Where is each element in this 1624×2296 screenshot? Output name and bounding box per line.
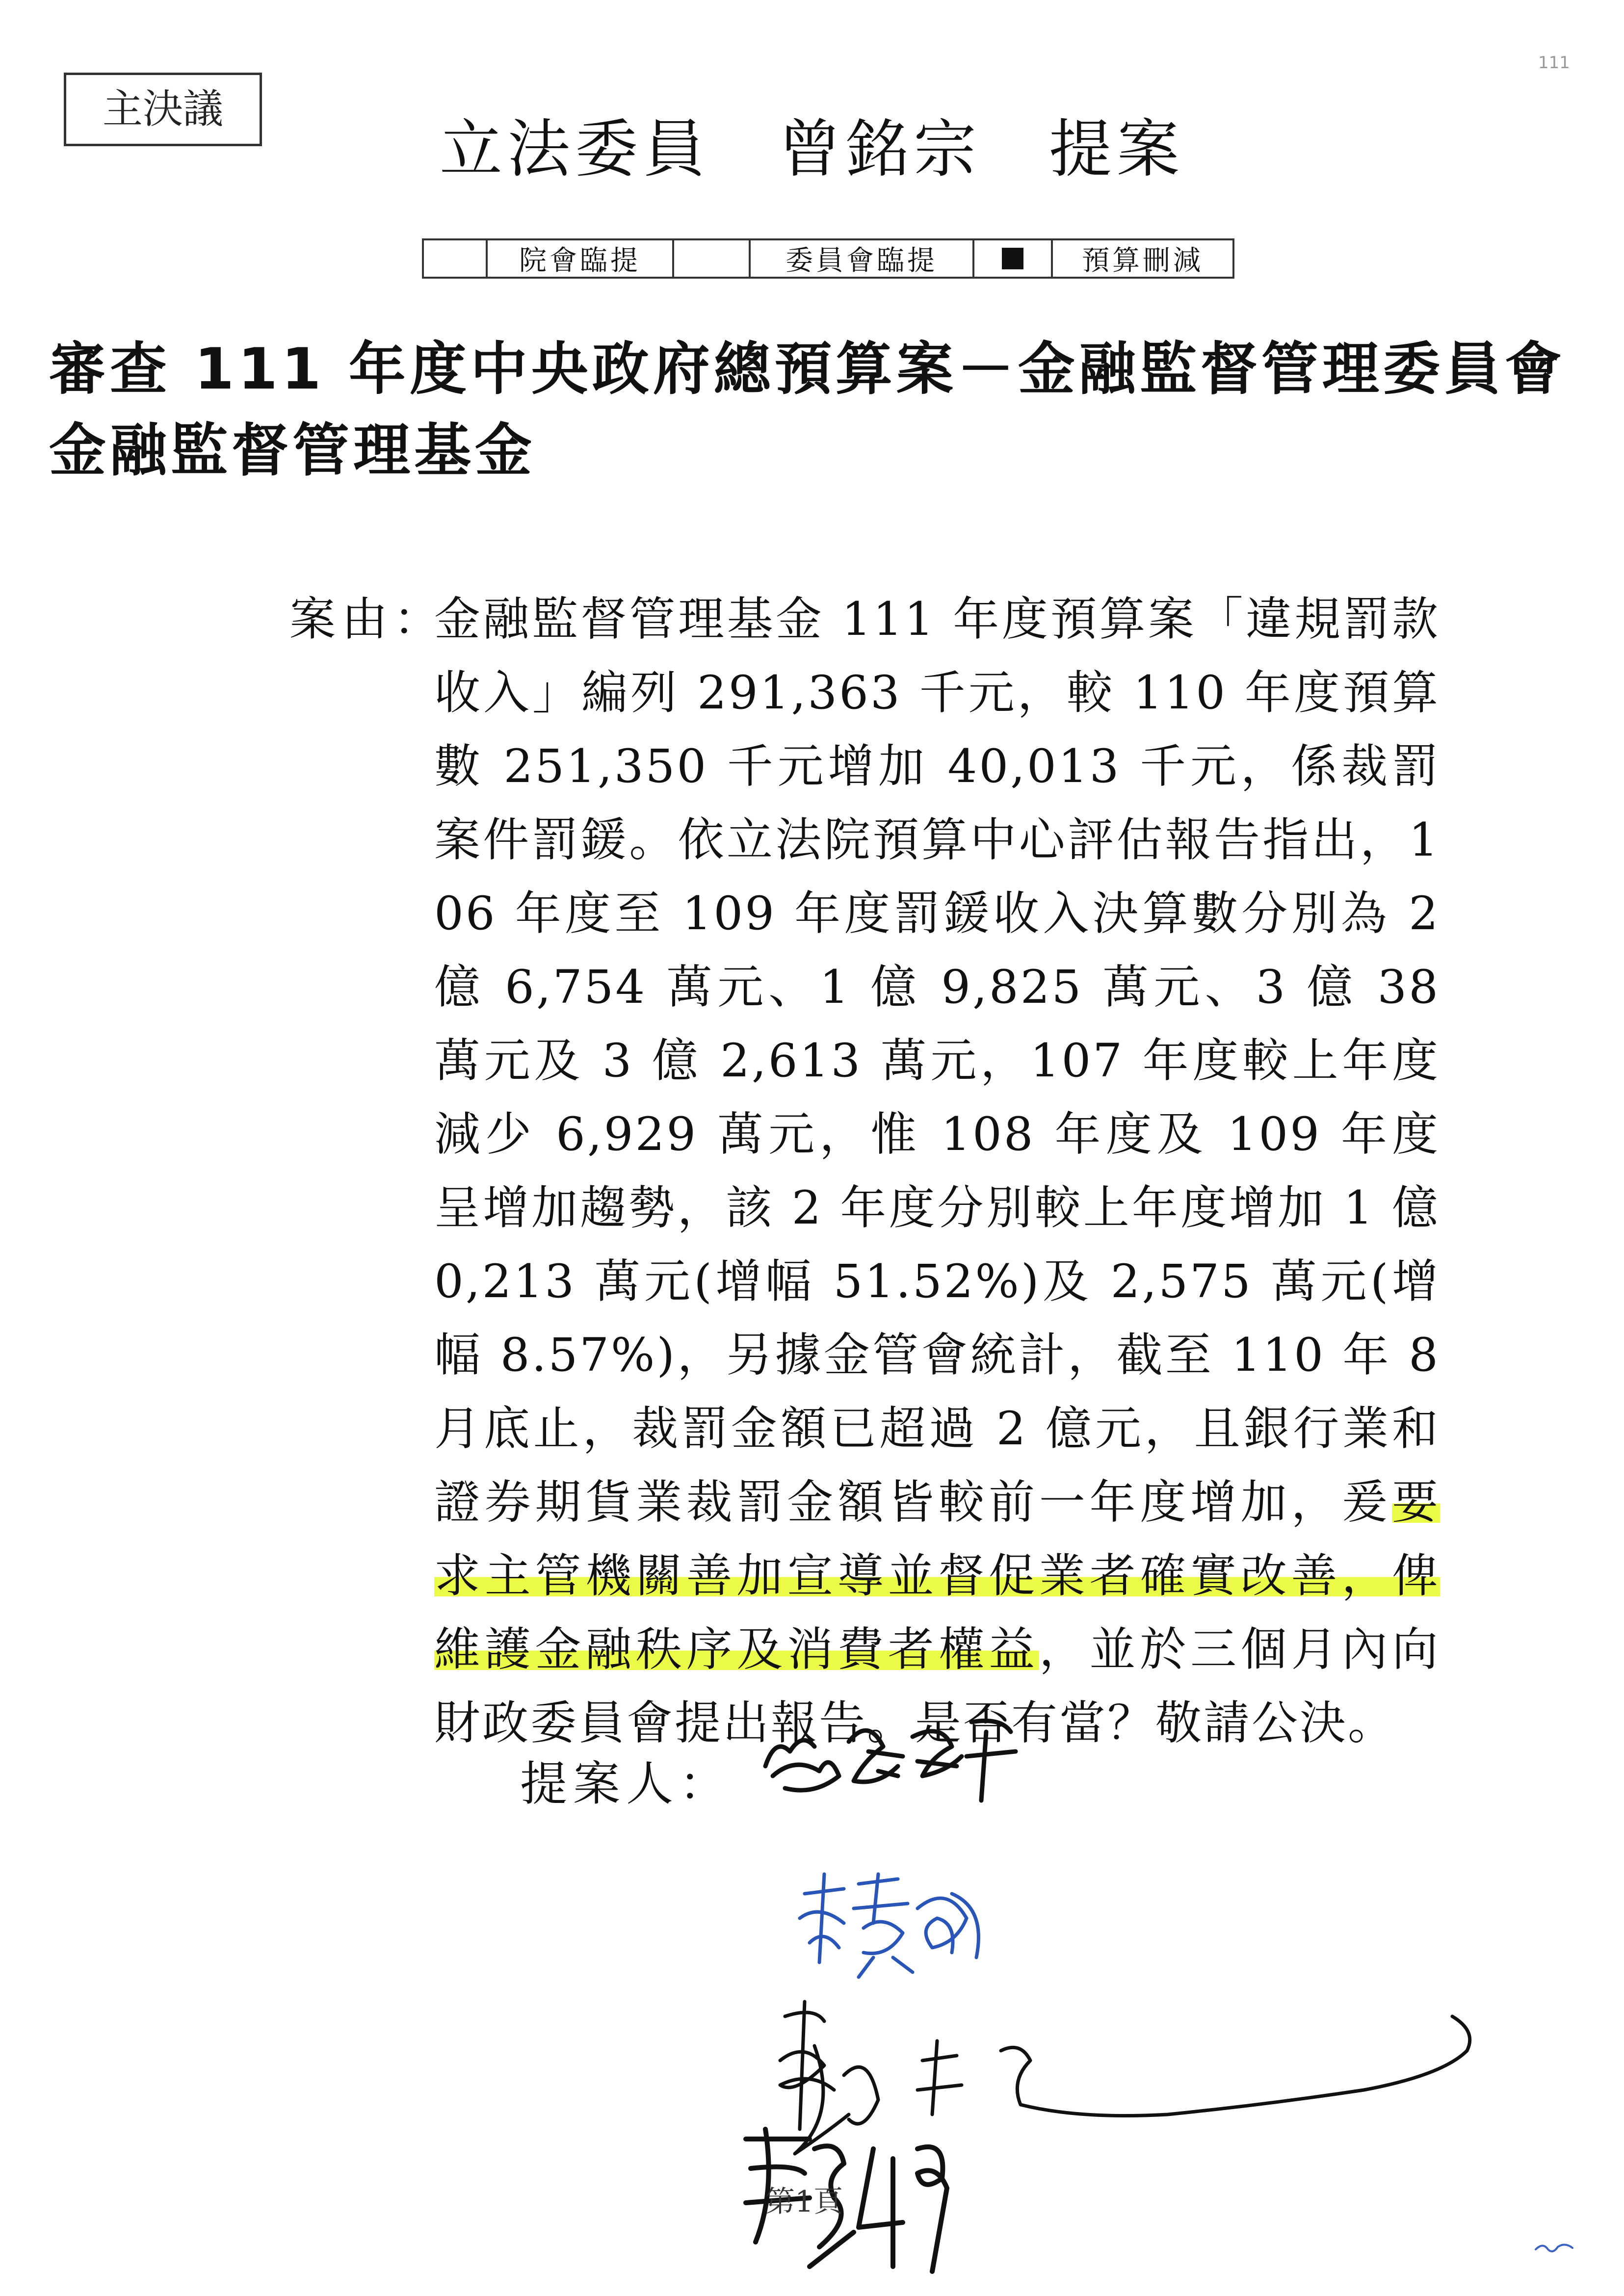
reason-label: 案由： (289, 593, 446, 646)
document-title-line-2: 金融監督管理基金 (49, 417, 536, 484)
proposer-label: 提案人： (520, 1756, 732, 1811)
signature-cosigner-1 (790, 1864, 996, 1982)
checked-mark-icon (1002, 248, 1023, 269)
signature-primary-proposer (756, 1702, 1030, 1820)
checkbox-budget-cut[interactable] (974, 240, 1053, 277)
motion-type-tag: 主決議 (64, 73, 262, 146)
page-mark: 111 (1538, 53, 1570, 73)
checkbox-committee-motion[interactable] (674, 240, 751, 277)
checkbox-floor-motion[interactable] (424, 240, 488, 277)
reason-body (434, 583, 1440, 1760)
option-label-budget-cut: 預算刪減 (1082, 245, 1204, 277)
page-number: 第1頁 (765, 2185, 843, 2219)
reason-text-end: ，並於三個月內向財政委員會提出報告。是否有當？敬請公決。 (434, 1623, 1440, 1750)
corner-pen-mark (1531, 2237, 1580, 2257)
option-label-committee-motion: 委員會臨提 (751, 240, 974, 277)
option-label-floor-motion: 院會臨提 (488, 240, 674, 277)
document-title-line-1: 審查 111 年度中央政府總預算案－金融監督管理委員會 (49, 336, 1566, 402)
reason-highlighted-text: 要求主管機關善加宣導並督促業者確實改善，俾維護金融秩序及消費者權益 (434, 1476, 1440, 1676)
document-title (49, 329, 1619, 492)
page-title: 立法委員 曾銘宗 提案 (439, 113, 1184, 186)
reason-text: 金融監督管理基金 111 年度預算案「違規罰款收入」編列 291,363 千元，較 110 年度預算數 251,350 千元增加 40,013 千元，係裁罰案件罰鍰。依立法院預算中心評估報告指出，106 年度至 109 年度罰鍰收入決算數分別為 2 億 6,754 萬元、1 億 9,825 萬元、3 億 38 萬元及 3 億 2,613 萬元，107 年度較上年度減少 6,929 萬元，惟 108 年度及 109 年度呈增加趨勢，該 2 年度分別較上年度增加 1 億 0,213 萬元(增幅 51.52%)及 2,575 萬元(增幅 8.57%)，另據金管會統計，截至 110 年 8 月底止，裁罰金額已超過 2 億元，且銀行業和證券期貨業裁罰金額皆較前一年度增加，爰 (434, 593, 1440, 1529)
proposal-type-options (422, 238, 1234, 279)
